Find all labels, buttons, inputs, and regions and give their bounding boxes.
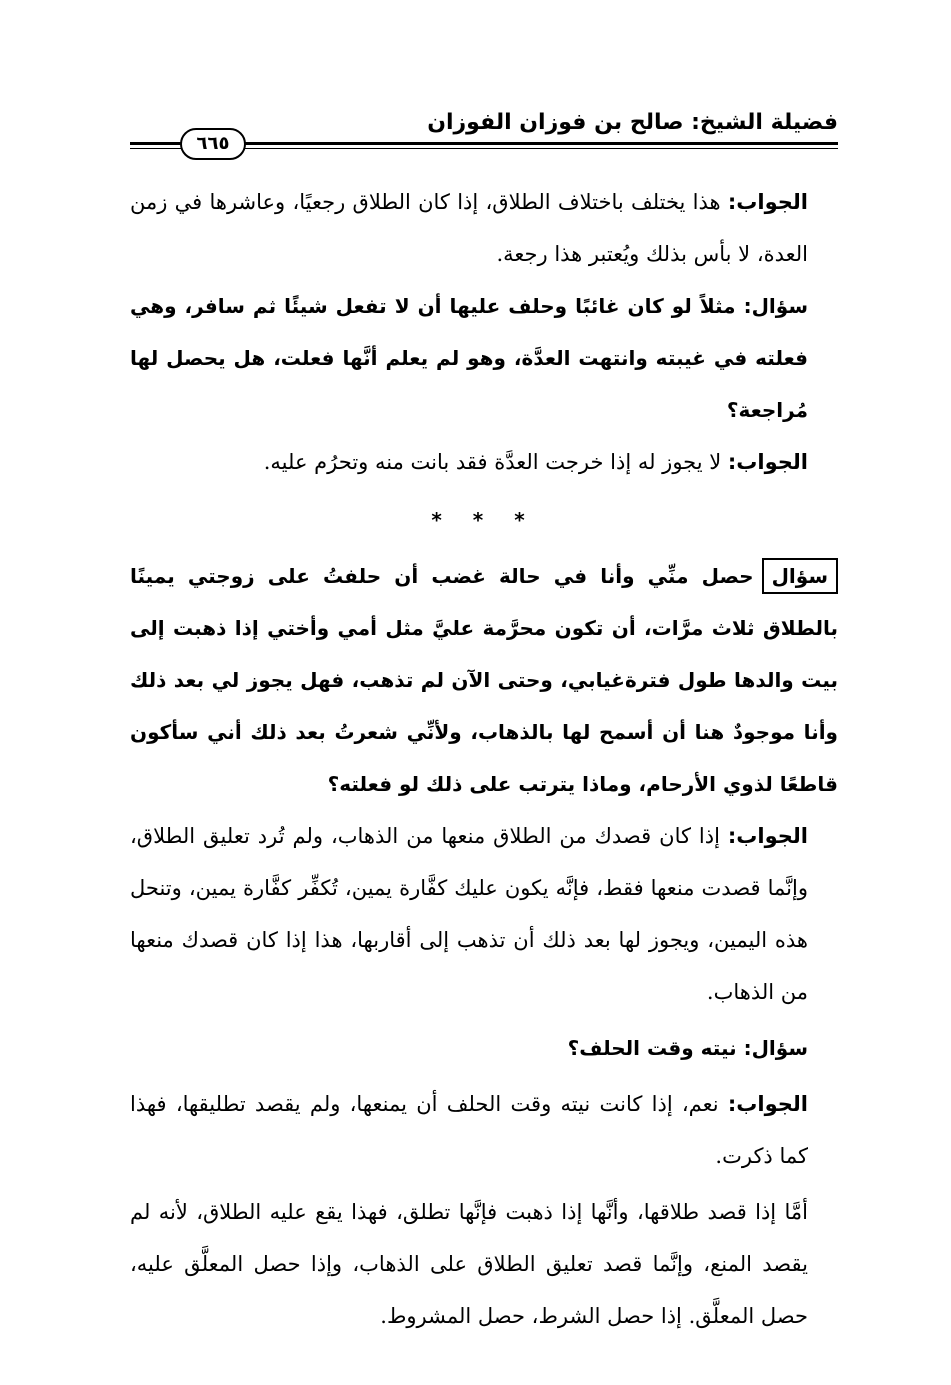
answer-text: إذا كان قصدك من الطلاق منعها من الذهاب، ولم تُرد تعليق الطلاق، وإنَّما قصدت منعها فقط، فإنَّه يكون عليك كفَّارة يمين، تُكفِّر كفَّارة يمين، وتنحل هذه اليمين، ويجوز لها بعد ذلك أن تذهب إلى أقاربها، هذا إذا كان قصدك منعها من الذهاب. bbox=[130, 824, 808, 1004]
question-boxed-label: سؤال bbox=[762, 558, 838, 594]
question-text: نيته وقت الحلف؟ bbox=[567, 1036, 744, 1060]
answer-text: لا يجوز له إذا خرجت العدَّة فقد بانت منه وتحرُم عليه. bbox=[263, 450, 728, 474]
answer-label: الجواب: bbox=[727, 190, 808, 214]
running-title: فضيلة الشيخ: صالح بن فوزان الفوزان bbox=[427, 110, 838, 135]
answer-label: الجواب: bbox=[727, 824, 808, 848]
body-text bbox=[130, 176, 838, 1342]
closing-paragraph: أمَّا إذا قصد طلاقها، وأنَّها إذا ذهبت فإنَّها تطلق، فهذا يقع عليه الطلاق، لأنه لم يقصد المنع، وإنَّما قصد تعليق الطلاق على الذهاب، وإذا حصل المعلَّق عليه، حصل المعلَّق. إذا حصل الشرط، حصل المشروط. bbox=[130, 1200, 808, 1328]
answer-paragraph bbox=[130, 1078, 838, 1182]
section-separator: * * * bbox=[431, 508, 537, 532]
question-paragraph bbox=[130, 550, 838, 810]
question-text: حصل منِّي وأنا في حالة غضب أن حلفتُ على زوجتي يمينًا بالطلاق ثلاث مرَّات، أن تكون محرَّمة عليَّ مثل أمي وأختي إذا ذهبت إلى بيت والدها طول فترةغيابي، وحتى الآن لم تذهب، فهل يجوز لي بعد ذلك وأنا موجودٌ هنا أن أسمح لها بالذهاب، ولأنِّي شعرتُ بعد ذلك أني سأكون قاطعًا لذوي الأرحام، وماذا يترتب على ذلك لو فعلته؟ bbox=[130, 564, 838, 796]
question-paragraph bbox=[130, 280, 838, 436]
page-number: ٦٦٥ bbox=[180, 128, 246, 160]
answer-paragraph bbox=[130, 436, 838, 488]
question-label: سؤال: bbox=[743, 294, 808, 318]
question-label: سؤال: bbox=[743, 1036, 808, 1060]
answer-text: نعم، إذا كانت نيته وقت الحلف أن يمنعها، ولم يقصد تطليقها، فهذا كما ذكرت. bbox=[130, 1092, 808, 1168]
answer-paragraph bbox=[130, 176, 838, 280]
answer-paragraph bbox=[130, 810, 838, 1018]
page-header bbox=[130, 100, 838, 160]
answer-label: الجواب: bbox=[727, 450, 808, 474]
answer-label: الجواب: bbox=[727, 1092, 808, 1116]
question-paragraph bbox=[130, 1022, 838, 1074]
answer-text: هذا يختلف باختلاف الطلاق، إذا كان الطلاق رجعيًا، وعاشرها في زمن العدة، لا بأس بذلك ويُعتبر هذا رجعة. bbox=[130, 190, 808, 266]
question-text: مثلاً لو كان غائبًا وحلف عليها أن لا تفعل شيئًا ثم سافر، وهي فعلته في غيبته وانتهت العدَّة، وهو لم يعلم أنَّها فعلت، هل يحصل لها مُراجعة؟ bbox=[130, 294, 808, 422]
